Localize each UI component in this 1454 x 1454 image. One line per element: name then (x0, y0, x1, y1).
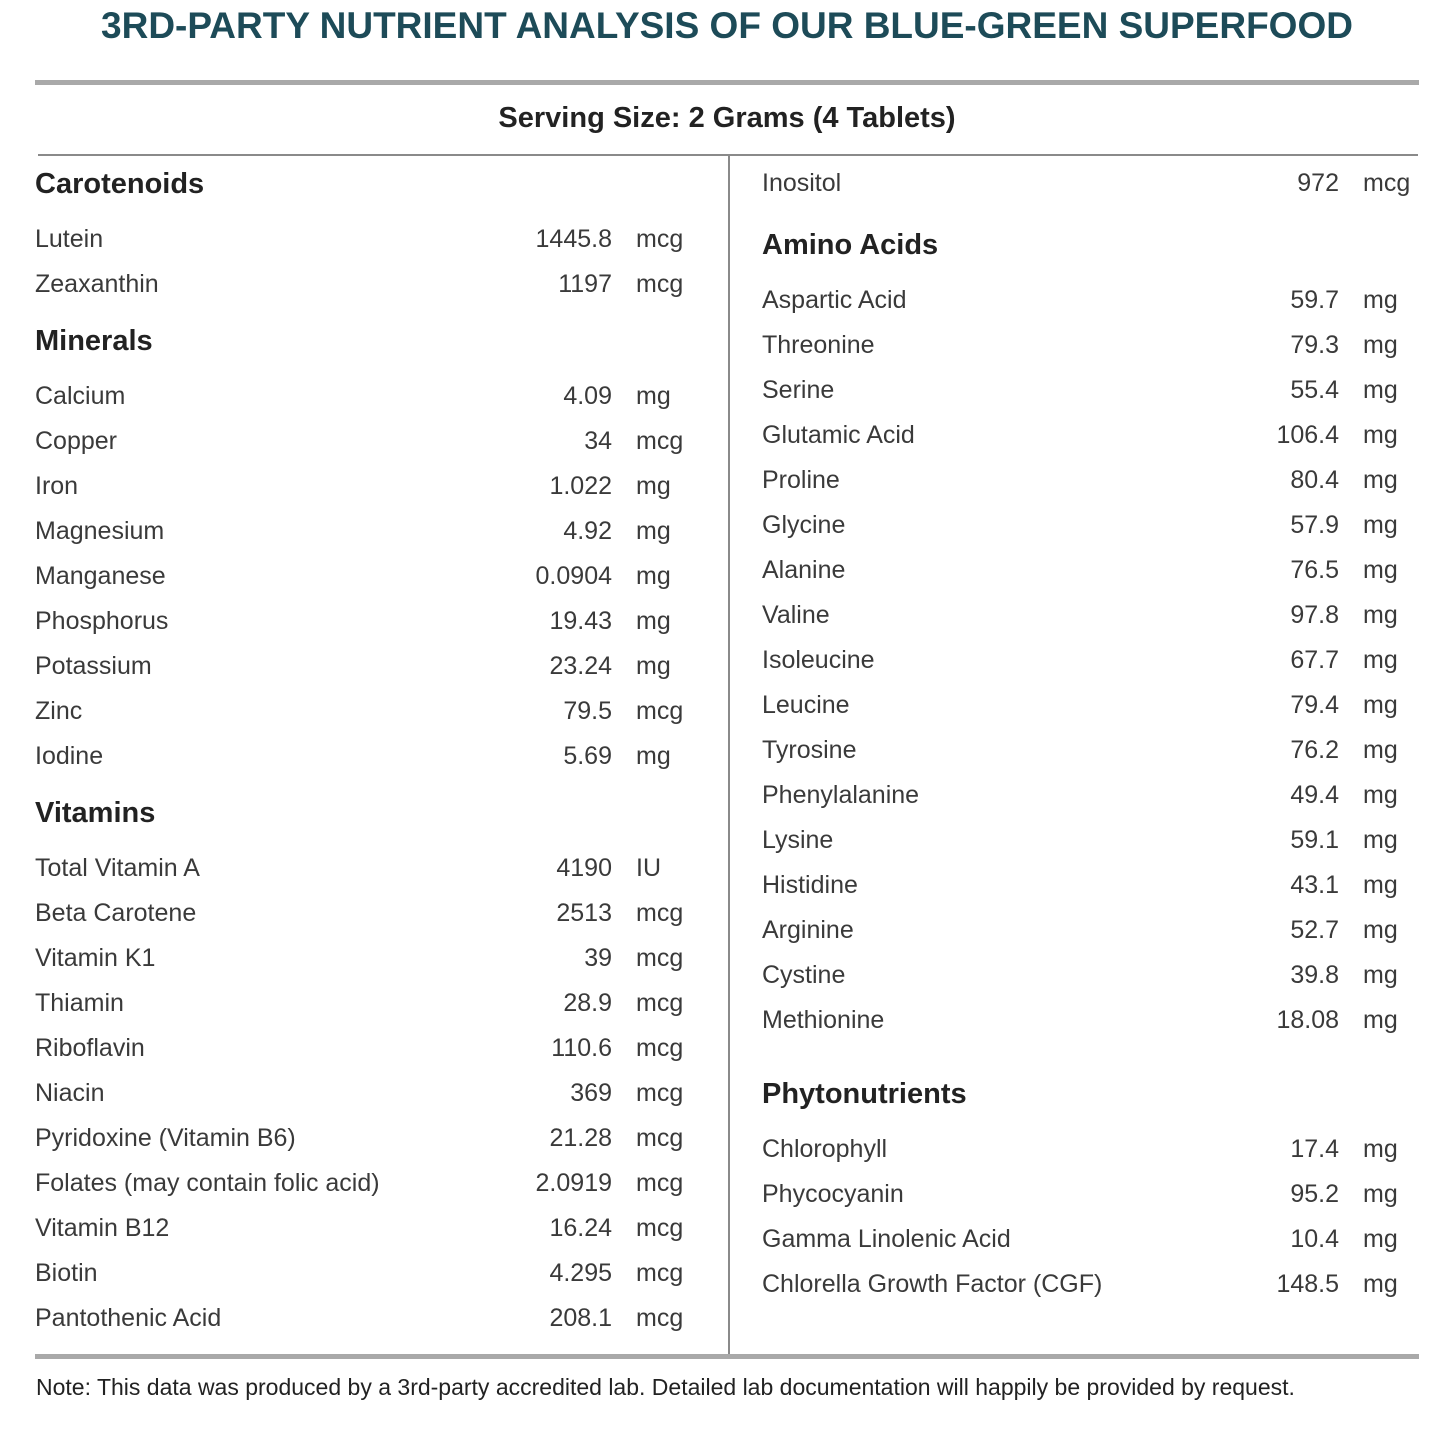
nutrient-value: 59.1 (1290, 826, 1339, 854)
nutrient-value: 79.4 (1290, 691, 1339, 719)
nutrient-value: 2513 (556, 899, 612, 927)
nutrient-value: 43.1 (1290, 871, 1339, 899)
nutrient-row (35, 644, 695, 689)
nutrient-unit: mg (1363, 916, 1398, 944)
nutrient-name: Glycine (762, 511, 846, 539)
nutrient-unit: mcg (636, 225, 684, 253)
nutrient-unit: mcg (636, 1259, 684, 1287)
nutrient-unit: mg (1363, 286, 1398, 314)
nutrient-row (762, 683, 1422, 728)
nutrient-name: Vitamin B12 (35, 1214, 170, 1242)
nutrient-unit: mg (1363, 871, 1398, 899)
serving-size: Serving Size: 2 Grams (4 Tablets) (498, 102, 956, 134)
nutrient-name: Thiamin (35, 989, 124, 1017)
nutrient-unit: mcg (636, 1304, 684, 1332)
nutrient-unit: mg (1363, 961, 1398, 989)
nutrient-value: 0.0904 (535, 562, 612, 590)
nutrient-unit: mcg (636, 1034, 684, 1062)
nutrient-unit: mcg (636, 1079, 684, 1107)
nutrient-unit: mg (1363, 601, 1398, 629)
nutrient-unit: mcg (1363, 169, 1411, 197)
nutrient-value: 80.4 (1290, 466, 1339, 494)
nutrient-name: Niacin (35, 1079, 105, 1107)
nutrient-row (35, 509, 695, 554)
nutrient-name: Leucine (762, 691, 850, 719)
nutrient-row (762, 728, 1422, 773)
nutrient-name: Proline (762, 466, 840, 494)
nutrient-value: 5.69 (563, 742, 612, 770)
nutrient-value: 972 (1297, 169, 1339, 197)
nutrient-row (35, 262, 695, 307)
nutrient-name: Riboflavin (35, 1034, 145, 1062)
nutrient-row (762, 278, 1422, 323)
nutrient-unit: mg (636, 607, 671, 635)
nutrient-row (762, 503, 1422, 548)
nutrient-section (762, 161, 1422, 206)
nutrient-name: Lutein (35, 225, 104, 253)
nutrient-value: 2.0919 (535, 1169, 612, 1197)
nutrient-name: Zeaxanthin (35, 270, 159, 298)
nutrient-row (762, 368, 1422, 413)
nutrient-name: Beta Carotene (35, 899, 197, 927)
nutrient-name: Iodine (35, 742, 104, 770)
nutrient-name: Vitamin K1 (35, 944, 156, 972)
nutrient-value: 4.295 (549, 1259, 612, 1287)
nutrient-name: Serine (762, 376, 835, 404)
nutrient-name: Tyrosine (762, 736, 857, 764)
nutrient-row (35, 891, 695, 936)
nutrient-name: Histidine (762, 871, 858, 899)
nutrient-unit: mg (1363, 826, 1398, 854)
nutrient-section (35, 162, 695, 307)
nutrient-value: 76.5 (1290, 556, 1339, 584)
nutrient-row (35, 1296, 695, 1341)
nutrient-name: Biotin (35, 1259, 98, 1287)
nutrient-unit: mg (1363, 1135, 1398, 1163)
nutrient-value: 52.7 (1290, 916, 1339, 944)
nutrient-value: 16.24 (549, 1214, 612, 1242)
nutrient-value: 55.4 (1290, 376, 1339, 404)
nutrient-value: 4190 (556, 854, 612, 882)
nutrient-name: Magnesium (35, 517, 165, 545)
nutrient-unit: mcg (636, 1169, 684, 1197)
nutrient-row (35, 1251, 695, 1296)
nutrient-unit: mg (1363, 556, 1398, 584)
nutrient-name: Pyridoxine (Vitamin B6) (35, 1124, 296, 1152)
nutrient-unit: mg (1363, 736, 1398, 764)
nutrient-unit: mcg (636, 427, 684, 455)
nutrient-value: 4.92 (563, 517, 612, 545)
nutrient-unit: mg (636, 652, 671, 680)
nutrient-row (35, 1026, 695, 1071)
nutrient-section (35, 791, 695, 1341)
nutrient-value: 39.8 (1290, 961, 1339, 989)
nutrient-value: 59.7 (1290, 286, 1339, 314)
section-heading: Carotenoids (35, 168, 205, 200)
nutrient-row (35, 689, 695, 734)
nutrient-unit: mg (1363, 1180, 1398, 1208)
nutrient-name: Methionine (762, 1006, 885, 1034)
nutrient-name: Manganese (35, 562, 166, 590)
nutrient-unit: mg (1363, 1270, 1398, 1298)
nutrient-name: Iron (35, 472, 79, 500)
nutrient-unit: mg (636, 742, 671, 770)
nutrient-value: 19.43 (549, 607, 612, 635)
nutrient-row (35, 981, 695, 1026)
nutrient-unit: mcg (636, 697, 684, 725)
section-heading: Vitamins (35, 797, 156, 829)
nutrient-name: Phenylalanine (762, 781, 920, 809)
nutrient-value: 76.2 (1290, 736, 1339, 764)
nutrient-row (35, 1071, 695, 1116)
nutrient-name: Pantothenic Acid (35, 1304, 222, 1332)
nutrient-name: Chlorophyll (762, 1135, 888, 1163)
nutrient-row (762, 593, 1422, 638)
nutrient-value: 67.7 (1290, 646, 1339, 674)
nutrient-value: 4.09 (563, 382, 612, 410)
nutrient-row (762, 413, 1422, 458)
nutrient-row (762, 161, 1422, 206)
nutrient-unit: mg (636, 382, 671, 410)
top-divider (35, 80, 1419, 85)
nutrient-name: Glutamic Acid (762, 421, 915, 449)
page-title: 3RD-PARTY NUTRIENT ANALYSIS OF OUR BLUE-GREEN SUPERFOOD (101, 5, 1353, 46)
nutrient-value: 39 (584, 944, 612, 972)
nutrient-row (35, 936, 695, 981)
nutrient-value: 79.3 (1290, 331, 1339, 359)
nutrient-unit: mg (1363, 781, 1398, 809)
nutrient-value: 10.4 (1290, 1225, 1339, 1253)
nutrient-value: 79.5 (563, 697, 612, 725)
nutrient-unit: mg (1363, 646, 1398, 674)
bottom-divider (35, 1354, 1419, 1359)
nutrient-name: Chlorella Growth Factor (CGF) (762, 1270, 1103, 1298)
nutrient-row (762, 548, 1422, 593)
section-heading: Amino Acids (762, 229, 939, 261)
nutrient-value: 148.5 (1276, 1270, 1339, 1298)
nutrient-row (762, 1172, 1422, 1217)
nutrient-name: Threonine (762, 331, 875, 359)
nutrient-value: 28.9 (563, 989, 612, 1017)
nutrient-value: 21.28 (549, 1124, 612, 1152)
nutrient-value: 369 (570, 1079, 612, 1107)
nutrient-name: Inositol (762, 169, 842, 197)
nutrient-name: Calcium (35, 382, 126, 410)
nutrient-unit: mg (1363, 376, 1398, 404)
nutrient-name: Cystine (762, 961, 846, 989)
nutrient-unit: mg (636, 562, 671, 590)
nutrient-value: 106.4 (1276, 421, 1339, 449)
nutrient-row (35, 374, 695, 419)
nutrient-row (762, 1217, 1422, 1262)
nutrient-unit: IU (636, 854, 661, 882)
nutrient-row (35, 1161, 695, 1206)
nutrient-row (762, 773, 1422, 818)
nutrient-row (762, 1127, 1422, 1172)
nutrient-name: Phosphorus (35, 607, 169, 635)
nutrient-row (35, 846, 695, 891)
nutrient-row (35, 419, 695, 464)
nutrient-unit: mg (1363, 331, 1398, 359)
nutrient-value: 34 (584, 427, 612, 455)
nutrient-section (762, 1072, 1422, 1307)
nutrient-unit: mg (636, 472, 671, 500)
nutrient-value: 95.2 (1290, 1180, 1339, 1208)
nutrient-row (762, 863, 1422, 908)
nutrient-row (762, 908, 1422, 953)
nutrient-name: Potassium (35, 652, 152, 680)
nutrient-value: 208.1 (549, 1304, 612, 1332)
nutrient-name: Arginine (762, 916, 854, 944)
nutrient-row (35, 217, 695, 262)
nutrient-row (35, 1206, 695, 1251)
nutrient-row (762, 638, 1422, 683)
nutrient-name: Lysine (762, 826, 834, 854)
nutrient-name: Zinc (35, 697, 83, 725)
nutrient-unit: mg (636, 517, 671, 545)
nutrient-value: 97.8 (1290, 601, 1339, 629)
left-column (35, 162, 695, 1341)
section-heading: Phytonutrients (762, 1078, 967, 1110)
nutrient-name: Valine (762, 601, 830, 629)
nutrient-row (35, 1116, 695, 1161)
nutrient-row (762, 458, 1422, 503)
nutrient-value: 110.6 (551, 1034, 612, 1062)
nutrient-row (35, 734, 695, 779)
nutrient-name: Total Vitamin A (35, 854, 200, 882)
nutrient-row (762, 323, 1422, 368)
nutrient-unit: mg (1363, 1225, 1398, 1253)
nutrient-unit: mg (1363, 421, 1398, 449)
nutrient-value: 1.022 (549, 472, 612, 500)
nutrient-name: Isoleucine (762, 646, 875, 674)
nutrient-unit: mcg (636, 989, 684, 1017)
nutrient-unit: mcg (636, 944, 684, 972)
nutrient-row (762, 998, 1422, 1043)
nutrient-row (762, 818, 1422, 863)
nutrient-value: 1197 (558, 270, 612, 298)
nutrient-unit: mcg (636, 270, 684, 298)
section-heading: Minerals (35, 325, 153, 357)
nutrient-value: 18.08 (1276, 1006, 1339, 1034)
nutrient-value: 57.9 (1290, 511, 1339, 539)
footnote: Note: This data was produced by a 3rd-party accredited lab. Detailed lab documentation will happily be provided by request. (36, 1374, 1295, 1400)
nutrient-row (35, 554, 695, 599)
nutrient-name: Phycocyanin (762, 1180, 904, 1208)
nutrient-value: 49.4 (1290, 781, 1339, 809)
nutrient-unit: mg (1363, 466, 1398, 494)
nutrient-row (35, 599, 695, 644)
nutrient-row (35, 464, 695, 509)
nutrient-value: 17.4 (1290, 1135, 1339, 1163)
nutrient-value: 23.24 (549, 652, 612, 680)
nutrient-row (762, 1262, 1422, 1307)
nutrient-name: Gamma Linolenic Acid (762, 1225, 1011, 1253)
nutrient-name: Aspartic Acid (762, 286, 907, 314)
nutrient-name: Alanine (762, 556, 846, 584)
nutrient-name: Copper (35, 427, 117, 455)
nutrient-section (762, 223, 1422, 1043)
nutrient-unit: mg (1363, 691, 1398, 719)
nutrient-value: 1445.8 (535, 225, 612, 253)
right-column (762, 161, 1422, 1307)
nutrient-unit: mcg (636, 1124, 684, 1152)
nutrient-name: Folates (may contain folic acid) (35, 1169, 380, 1197)
column-divider (728, 156, 730, 1355)
nutrient-unit: mg (1363, 1006, 1398, 1034)
nutrient-unit: mg (1363, 511, 1398, 539)
nutrient-section (35, 319, 695, 779)
nutrient-unit: mcg (636, 1214, 684, 1242)
nutrient-unit: mcg (636, 899, 684, 927)
nutrient-row (762, 953, 1422, 998)
